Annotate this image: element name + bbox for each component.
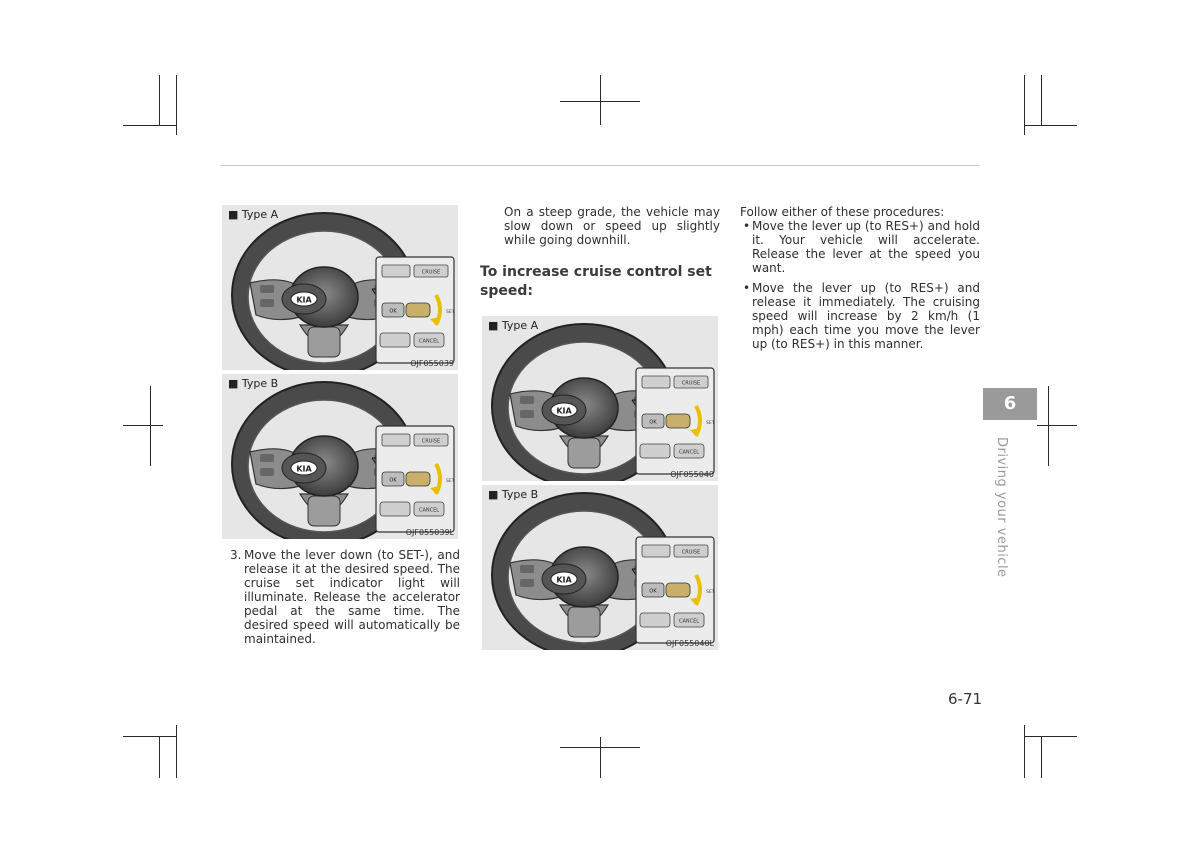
steering-wheel-illustration (482, 316, 718, 481)
section-heading: To increase cruise control set speed: (480, 264, 712, 299)
steep-grade-note: On a steep grade, the vehicle may slow down or speed up slightly while going downhill. (504, 205, 720, 247)
step-3-number: 3. (230, 548, 242, 562)
page-number: 6-71 (948, 690, 983, 708)
svg-text:CRUISE: CRUISE (681, 380, 701, 387)
figure-code: OJF055040L (665, 639, 714, 648)
steering-wheel-illustration (222, 374, 458, 539)
figure-code: OJF055040 (670, 470, 714, 479)
figure-type-a-set (222, 205, 458, 370)
kia-logo: KIA (556, 406, 572, 416)
crop-mark (123, 425, 163, 426)
figure-code: OJF055039L (405, 528, 454, 537)
procedure-bullet (743, 219, 980, 275)
figure-type-b-res (482, 485, 718, 650)
figure-code: OJF055039 (410, 359, 454, 368)
svg-text:CANCEL: CANCEL (678, 449, 700, 456)
figure-label: ■ Type B (228, 377, 279, 390)
figure-label: ■ Type B (488, 488, 539, 501)
svg-text:SET: SET (446, 479, 455, 484)
crop-mark (1024, 125, 1077, 126)
crop-mark (1048, 386, 1049, 466)
crop-mark (1024, 725, 1025, 778)
crop-mark (159, 75, 160, 126)
kia-logo: KIA (296, 464, 312, 474)
bullet-text: Move the lever up (to RES+) and hold it. Your vehicle will accelerate. Release the lever at the speed you want. (752, 219, 980, 275)
svg-text:CANCEL: CANCEL (418, 507, 440, 514)
kia-logo: KIA (296, 295, 312, 305)
crop-mark (600, 75, 601, 125)
steering-wheel-illustration (222, 205, 458, 370)
svg-text:OK: OK (389, 308, 397, 315)
svg-text:SET: SET (446, 310, 455, 315)
bullet-text: Move the lever up (to RES+) and release it immediately. The cruising speed will increase by 2 km/h (1 mph) each time you move the lever up (to RES+) in this manner. (752, 281, 980, 351)
svg-text:CANCEL: CANCEL (418, 338, 440, 345)
svg-text:CANCEL: CANCEL (678, 618, 700, 625)
procedure-bullet (743, 281, 980, 351)
crop-mark (1024, 75, 1025, 135)
procedures-intro: Follow either of these procedures: (740, 205, 945, 219)
crop-mark (1041, 736, 1042, 778)
crop-mark (123, 125, 176, 126)
svg-text:OK: OK (649, 588, 657, 595)
crop-mark (159, 736, 160, 778)
crop-mark (123, 736, 176, 737)
svg-text:SET: SET (706, 421, 715, 426)
crop-mark (150, 386, 151, 466)
cruise-lever (666, 583, 690, 597)
figure-label: ■ Type A (228, 208, 279, 221)
figure-label: ■ Type A (488, 319, 539, 332)
cruise-lever (666, 414, 690, 428)
svg-text:OK: OK (649, 419, 657, 426)
crop-mark (1041, 75, 1042, 126)
cruise-lever (406, 303, 430, 317)
header-rule (220, 165, 980, 166)
figure-type-a-res (482, 316, 718, 481)
crop-mark (1037, 425, 1077, 426)
svg-text:CRUISE: CRUISE (681, 549, 701, 556)
bullet-marker: • (743, 219, 751, 233)
svg-text:SET: SET (706, 590, 715, 595)
crop-mark (1024, 736, 1077, 737)
crop-mark (176, 75, 177, 135)
figure-type-b-set (222, 374, 458, 539)
steering-wheel-illustration (482, 485, 718, 650)
cruise-lever (406, 472, 430, 486)
chapter-title: Driving your vehicle (994, 437, 1009, 578)
bullet-marker: • (743, 281, 751, 295)
svg-text:CRUISE: CRUISE (421, 438, 441, 445)
chapter-tab: 6 (983, 388, 1037, 420)
crop-mark (176, 725, 177, 778)
svg-text:OK: OK (389, 477, 397, 484)
kia-logo: KIA (556, 575, 572, 585)
step-3-text: Move the lever down (to SET-), and release it at the desired speed. The cruise set indicator light will illuminate. Release the accelerator pedal at the same time. The desired speed will automatically be maintained. (244, 548, 460, 646)
svg-text:CRUISE: CRUISE (421, 269, 441, 276)
crop-mark (600, 737, 601, 778)
